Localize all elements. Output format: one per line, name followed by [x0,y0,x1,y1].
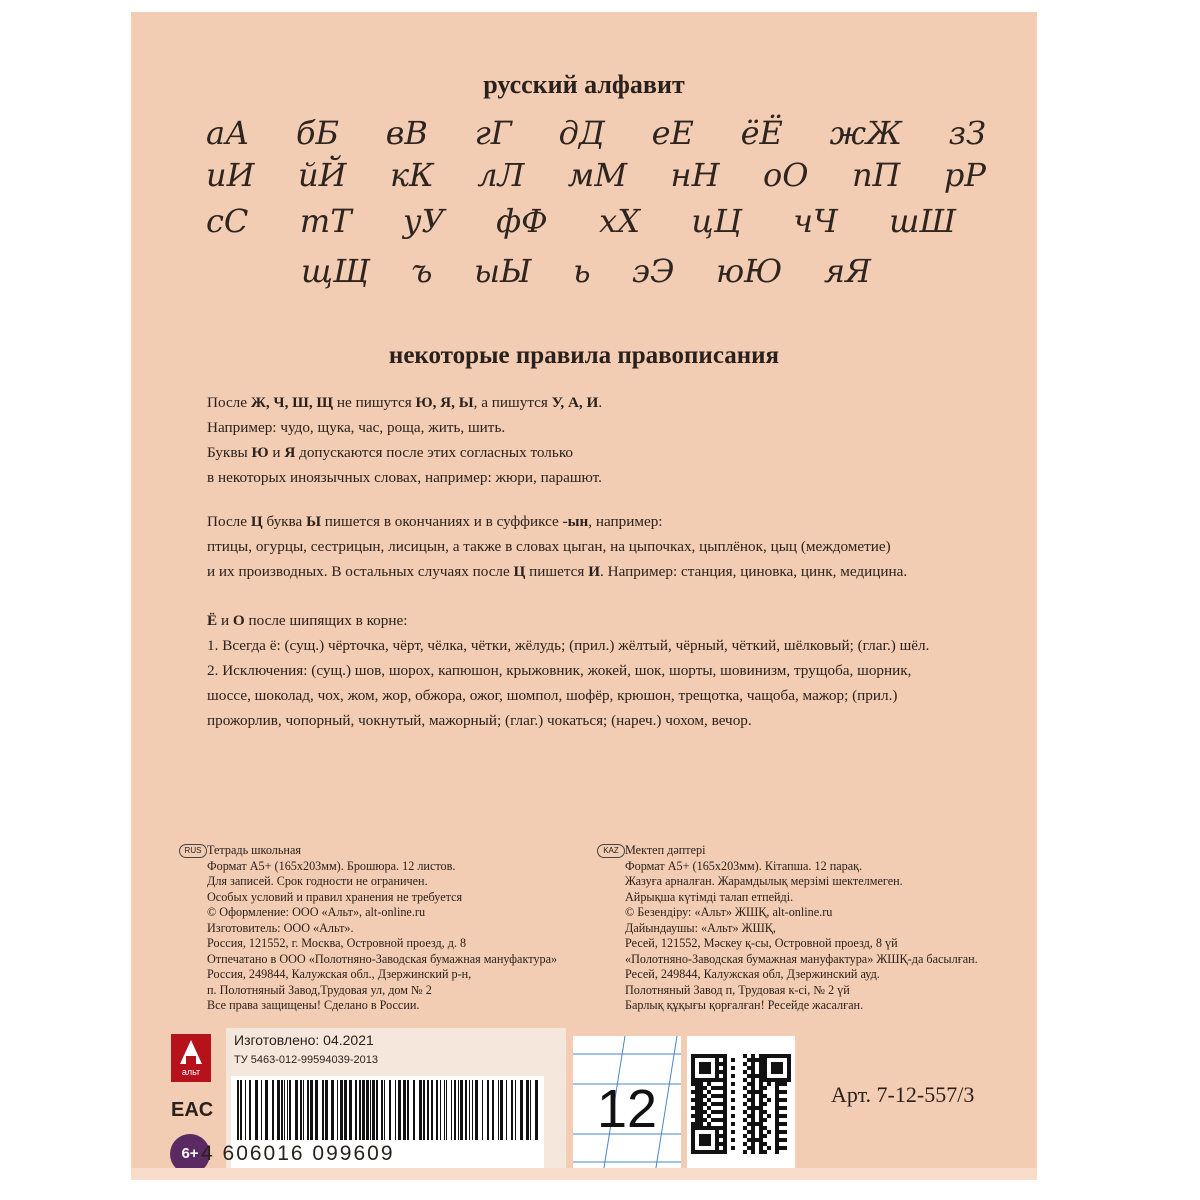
info-line: Полотняный Завод п, Трудовая к-сі, № 2 үй [625,982,850,997]
info-line: Формат А5+ (165х203мм). Брошюра. 12 листов. [207,858,456,873]
alphabet-letter: рР [943,156,986,194]
text: и их производных. В остальных случаях после [207,563,514,580]
info-line: Жазуға арналған. Жарамдылық мерзімі шектелмеген. [625,874,903,888]
rule-line [207,559,1007,584]
text-bold: У, А, И [551,394,599,411]
alphabet-letter: щЩ [301,252,370,290]
info-line: Мектеп дәптері [625,843,706,857]
alt-logo-text: альт [181,1067,201,1077]
alphabet-letter: ь [573,252,591,290]
rule-line [207,509,1007,534]
alphabet-letter: сС [206,202,249,240]
sheet-count-box [573,1036,681,1174]
info-line: Ресей, 249844, Калужская обл, Дзержинский ауд. [625,967,880,981]
text: пишется [525,563,589,580]
alphabet-letter: вВ [385,114,428,152]
barcode-digits: 4 606016 099609 [201,1142,395,1165]
alphabet-letter: шШ [889,202,956,240]
text: и [268,444,285,461]
alphabet-letter: кК [389,156,434,194]
alphabet-letter: фФ [496,202,548,240]
alphabet-letter: жЖ [829,114,902,152]
text-bold: Ц [250,513,263,530]
info-block-rus [207,843,557,1014]
rules-title: некоторые правила правописания [388,342,780,369]
alt-logo [171,1034,211,1082]
alphabet-letter: юЮ [715,252,783,290]
alphabet-letter: лЛ [477,156,525,194]
text: После [207,394,251,411]
text: буква [262,513,307,530]
text-bold: И [588,563,601,580]
info-line: © Оформление: ООО «Альт», alt-online.ru [207,905,426,919]
alphabet-row-4 [301,252,871,290]
info-line: Отпечатано в ООО «Полотняно-Заводская бумажная мануфактура» [207,951,558,966]
text: Буквы [207,444,252,461]
info-line: Особых условий и правил хранения не требуется [207,889,463,904]
text: , например: [588,513,663,530]
rule-line [207,390,1007,415]
info-line: Ресей, 121552, Мәскеу қ-сы, Островной проезд, 8 үй [625,936,898,950]
text: . Например: станция, циновка, цинк, медицина. [600,563,908,580]
text: и [217,612,233,629]
text: пишется в окончаниях и в суффиксе [321,513,563,530]
text-bold: Ю, Я, Ы [415,394,474,411]
alphabet-letter: хХ [599,202,640,240]
text: После [207,513,251,530]
info-line: Айрықша күтімді талап етпейді. [625,889,794,904]
alphabet-letter: ъ [411,252,433,290]
text: не пишутся [333,394,416,411]
info-line: Формат А5+ (165х203мм). Кітапша. 12 парақ. [625,858,863,873]
tech-spec-number: ТУ 5463-012-99594039-2013 [234,1054,378,1066]
alphabet-letter: еЕ [651,114,694,152]
notebook-back-cover [131,12,1037,1180]
rule-line [207,440,1007,465]
alphabet-letter: бБ [296,114,340,152]
text-bold: Ё [207,612,218,629]
alphabet-title: русский алфавит [483,70,685,99]
alphabet-letter: чЧ [793,202,838,240]
alphabet-letter: пП [851,156,901,194]
info-line: «Полотняно-Заводская бумажная мануфактура» ЖШҚ-да басылған. [625,951,978,966]
barcode-bars [231,1076,544,1142]
alphabet-letter: иИ [206,156,255,194]
qr-code [687,1036,795,1174]
text-bold: -ын [562,513,589,530]
alphabet-letter: дД [558,114,605,152]
text-bold: Я [284,444,296,461]
text: , а пишутся [473,394,552,411]
alphabet-letter: оО [762,156,809,194]
rus-language-badge: RUS [179,844,207,858]
manufacture-date: Изготовлено: 04.2021 [234,1032,374,1048]
info-line: п. Полотняный Завод,Трудовая ул, дом № 2 [207,982,432,997]
info-line: Для записей. Срок годности не ограничен. [207,874,428,888]
text: допускаются после этих согласных только [295,444,574,461]
alphabet-letter: аА [206,114,250,152]
info-line: Барлық құқығы қорғалған! Ресейде жасалған. [625,998,864,1012]
alphabet-letter: уУ [402,202,445,240]
alphabet-letter: эЭ [632,252,675,290]
alphabet-letter: гГ [474,114,512,152]
rule-line [207,608,1007,633]
info-line: Россия, 121552, г. Москва, Островной проезд, д. 8 [207,936,467,950]
alphabet-letter: йЙ [297,156,347,194]
text-bold: Ж, Ч, Ш, Щ [250,394,334,411]
text: . [598,394,603,411]
rule-line: в некоторых иноязычных словах, например: жюри, парашют. [207,469,602,486]
sheet-count: 12 [596,1079,658,1139]
alphabet-row-2 [206,156,986,194]
qr-code-icon [687,1036,795,1174]
rule-line: Например: чудо, щука, час, роща, жить, шить. [207,419,506,436]
alphabet-letter: мМ [567,156,628,194]
rule-paragraph-3 [207,608,1007,733]
alphabet-letter: тТ [299,202,352,240]
alphabet-row-3 [206,202,956,240]
alphabet-letter: ыЫ [473,252,532,290]
age-rating-badge: 6+ [170,1134,210,1174]
text-bold: Ю [251,444,269,461]
rule-paragraph-1 [207,390,1007,490]
text-bold: Ц [513,563,526,580]
kaz-language-badge: KAZ [597,844,625,858]
rule-line: 1. Всегда ё: (сущ.) чёрточка, чёрт, чёлка, чётки, жёлудь; (прил.) жёлтый, чёрный, чёткий, шёлковый; (глаг.) шёл. [207,637,930,654]
rule-paragraph-2 [207,509,1007,584]
rule-line: 2. Исключения: (сущ.) шов, шорох, капюшон, крыжовник, жокей, шок, шорты, шовинизм, трущоба, шорник, [207,662,912,679]
text-bold: О [232,612,245,629]
info-line: Россия, 249844, Калужская обл., Дзержинский р-н, [207,967,472,981]
rule-line: шоссе, шоколад, чох, жом, жор, обжора, ожог, шомпол, шофёр, крюшон, трещотка, чащоба, мажор; (прил.) [207,687,898,704]
info-line: Дайындаушы: «Альт» ЖШҚ, [625,920,776,935]
text: после шипящих в корне: [244,612,408,629]
alphabet-letter: ёЁ [740,114,783,152]
text-bold: Ы [306,513,321,530]
alphabet-letter: зЗ [948,114,986,152]
info-line: Тетрадь школьная [207,843,301,857]
alphabet-row-1 [206,114,986,152]
info-block-kaz [625,843,978,1014]
info-line: Все права защищены! Сделано в России. [207,998,420,1012]
alphabet-letter: нН [670,156,720,194]
cover-bottom-edge [131,1168,1037,1180]
article-number: Арт. 7-12-557/3 [831,1082,975,1107]
alphabet-letter: яЯ [823,252,871,290]
rule-line: птицы, огурцы, сестрицын, лисицын, а также в словах цыган, на цыпочках, цыплёнок, цыц (междометие) [207,538,891,555]
info-line: Изготовитель: ООО «Альт». [207,920,354,935]
rule-line: прожорлив, чопорный, чокнутый, мажорный; (глаг.) чокаться; (нареч.) чохом, вечор. [207,712,752,729]
eac-mark: EAC [171,1099,214,1121]
info-line: © Безендіру: «Альт» ЖШҚ, alt-online.ru [625,905,833,919]
alphabet-letter: цЦ [691,202,742,240]
